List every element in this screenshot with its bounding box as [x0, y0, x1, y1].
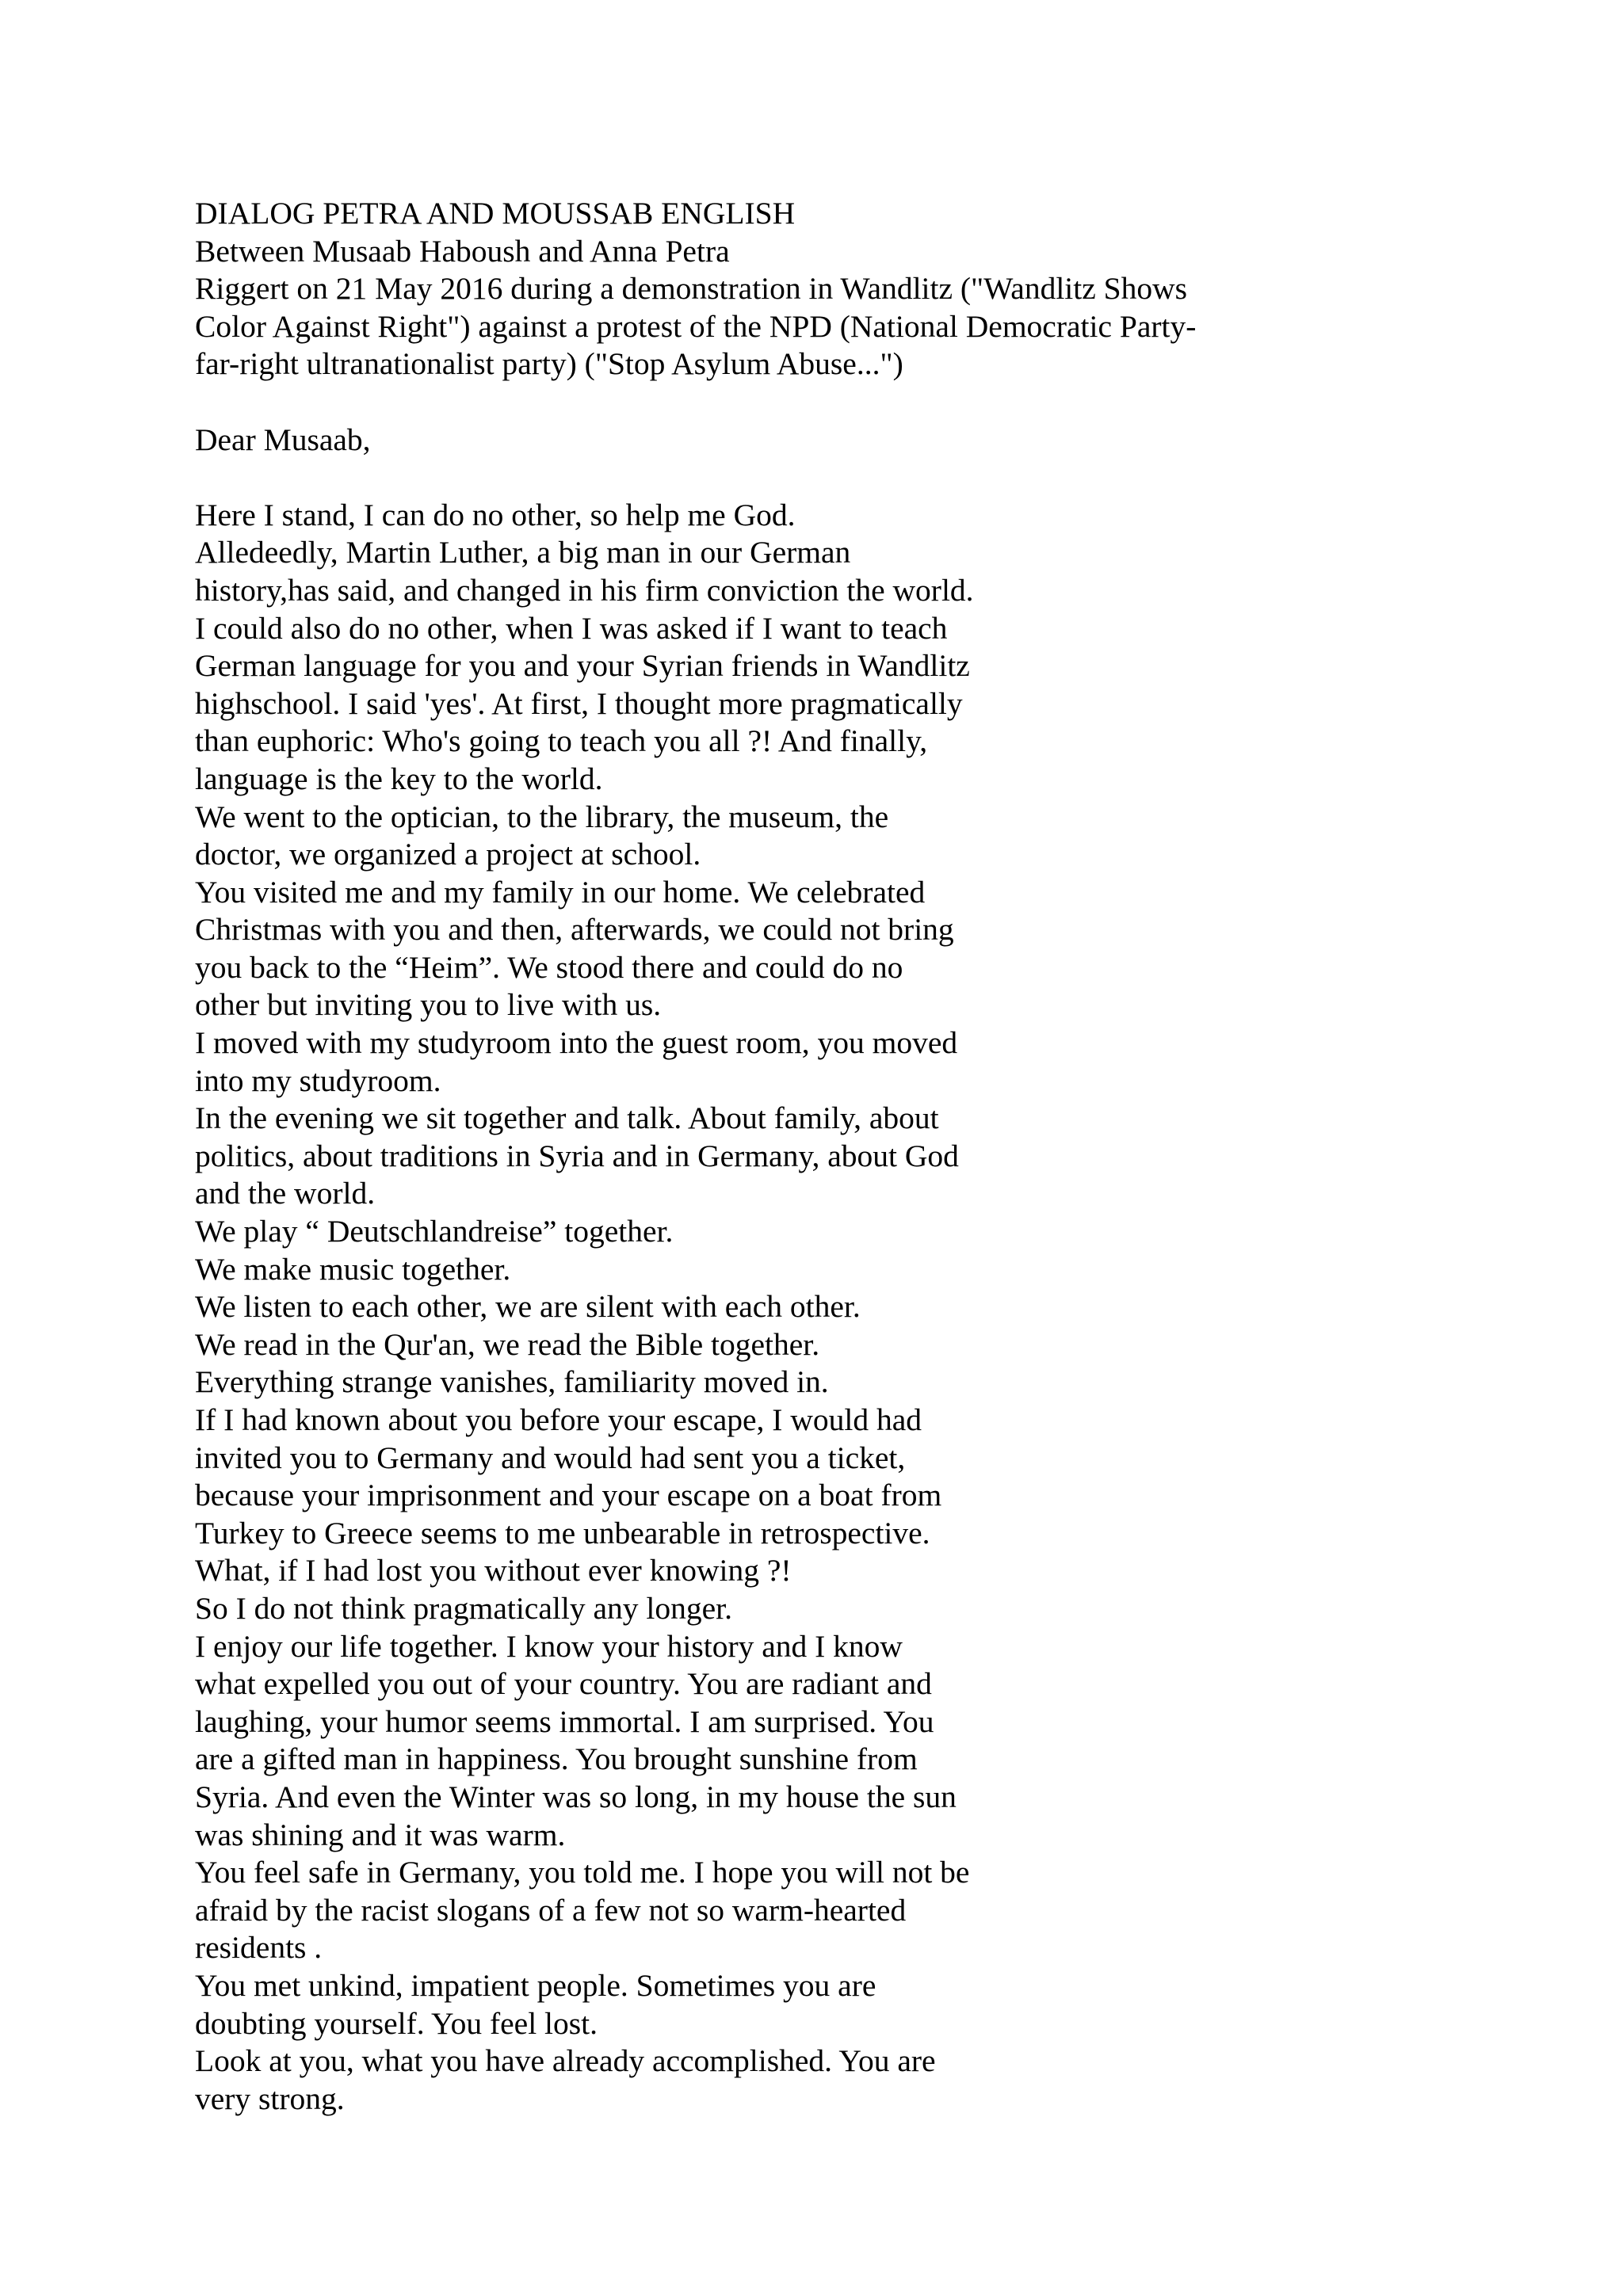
- letter-body: [195, 497, 1495, 2119]
- body-line: laughing, your humor seems immortal. I am surprised. You: [195, 1703, 934, 1739]
- salutation: Dear Musaab,: [195, 421, 371, 457]
- letter-header: [195, 195, 1495, 383]
- body-line: We read in the Qur'an, we read the Bible together.: [195, 1326, 820, 1362]
- body-line: politics, about traditions in Syria and in Germany, about God: [195, 1138, 959, 1173]
- body-line: I moved with my studyroom into the guest room, you moved: [195, 1025, 958, 1061]
- body-line: residents .: [195, 1930, 323, 1966]
- body-line: We listen to each other, we are silent with each other.: [195, 1289, 861, 1325]
- body-line: highschool. I said 'yes'. At first, I thought more pragmatically: [195, 685, 963, 721]
- body-line: You feel safe in Germany, you told me. I hope you will not be: [195, 1855, 970, 1890]
- body-line: and the world.: [195, 1176, 376, 1211]
- body-line: So I do not think pragmatically any longer.: [195, 1590, 732, 1626]
- body-line: German language for you and your Syrian friends in Wandlitz: [195, 648, 970, 684]
- body-line: We make music together.: [195, 1251, 511, 1287]
- body-line: We play “ Deutschlandreise” together.: [195, 1214, 674, 1249]
- body-line: Turkey to Greece seems to me unbearable in retrospective.: [195, 1515, 930, 1550]
- body-line: because your imprisonment and your escape on a boat from: [195, 1478, 942, 1513]
- body-line: I enjoy our life together. I know your history and I know: [195, 1628, 903, 1664]
- spacer: [195, 459, 1495, 497]
- body-line: than euphoric: Who's going to teach you all ?! And finally,: [195, 723, 928, 759]
- letter-content: [195, 195, 1495, 2118]
- body-line: invited you to Germany and would had sent you a ticket,: [195, 1440, 906, 1475]
- body-line: Look at you, what you have already accomplished. You are: [195, 2043, 936, 2079]
- body-line: Syria. And even the Winter was so long, in my house the sun: [195, 1779, 957, 1814]
- body-line: In the evening we sit together and talk. About family, about: [195, 1100, 939, 1136]
- spacer: [195, 383, 1495, 421]
- body-line: you back to the “Heim”. We stood there and could do no: [195, 949, 903, 985]
- body-line: I could also do no other, when I was asked if I want to teach: [195, 610, 948, 646]
- body-line: We went to the optician, to the library, the museum, the: [195, 799, 889, 834]
- header-line: Between Musaab Haboush and Anna Petra: [195, 233, 730, 269]
- body-line: You visited me and my family in our home. We celebrated: [195, 874, 926, 910]
- document-title: DIALOG PETRA AND MOUSSAB ENGLISH: [195, 196, 796, 231]
- body-line: Alledeedly, Martin Luther, a big man in our German: [195, 535, 851, 570]
- body-line: was shining and it was warm.: [195, 1817, 566, 1852]
- body-line: Everything strange vanishes, familiarity moved in.: [195, 1364, 829, 1400]
- body-line: What, if I had lost you without ever knowing ?!: [195, 1553, 792, 1589]
- body-line: Christmas with you and then, afterwards, we could not bring: [195, 912, 954, 948]
- body-line: other but inviting you to live with us.: [195, 987, 662, 1023]
- body-line: If I had known about you before your escape, I would had: [195, 1402, 922, 1437]
- body-line: are a gifted man in happiness. You brought sunshine from: [195, 1741, 918, 1777]
- body-line: Here I stand, I can do no other, so help me God.: [195, 497, 796, 532]
- header-line: Color Against Right") against a protest of the NPD (National Democratic Party-: [195, 308, 1197, 344]
- body-line: language is the key to the world.: [195, 761, 603, 796]
- header-line: far-right ultranationalist party) ("Stop Asylum Abuse..."): [195, 346, 903, 382]
- body-line: what expelled you out of your country. You are radiant and: [195, 1666, 932, 1702]
- body-line: into my studyroom.: [195, 1062, 441, 1098]
- body-line: doctor, we organized a project at school.: [195, 837, 701, 872]
- body-line: afraid by the racist slogans of a few not so warm-hearted: [195, 1892, 907, 1928]
- body-line: doubting yourself. You feel lost.: [195, 2005, 598, 2041]
- header-line: Riggert on 21 May 2016 during a demonstration in Wandlitz ("Wandlitz Shows: [195, 271, 1188, 307]
- body-line: history,has said, and changed in his firm conviction the world.: [195, 572, 974, 608]
- body-line: very strong.: [195, 2081, 345, 2116]
- body-line: You met unkind, impatient people. Sometimes you are: [195, 1967, 876, 2003]
